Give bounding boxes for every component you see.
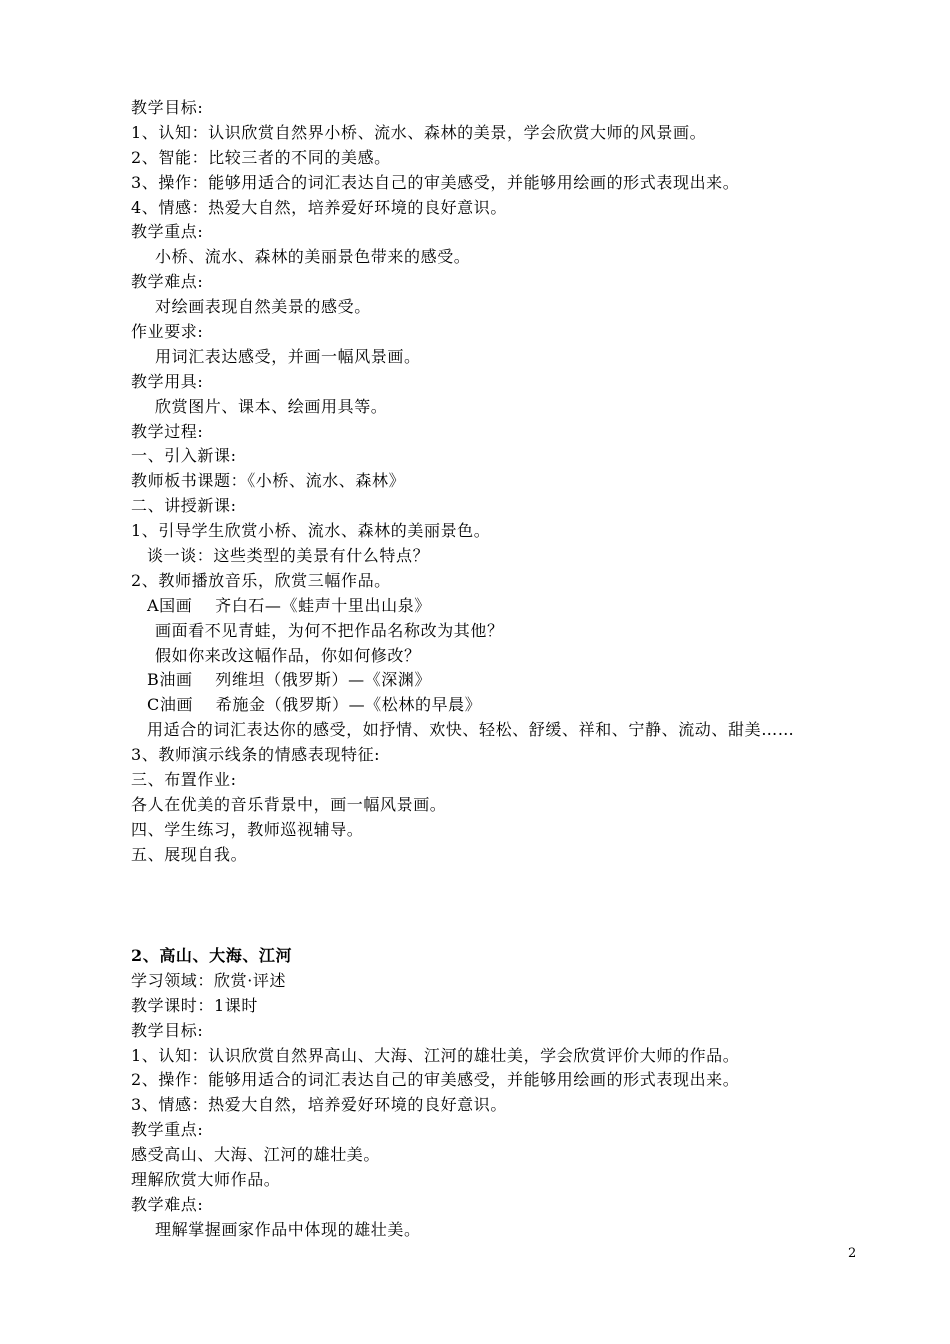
difficulties-text-2: 理解掌握画家作品中体现的雄壮美。 bbox=[155, 1219, 421, 1239]
label-teaching-goals-2: 教学目标: bbox=[131, 1020, 204, 1040]
process-step-3-text: 各人在优美的音乐背景中，画一幅风景画。 bbox=[131, 794, 447, 814]
process-step-2-item-3: 3、教师演示线条的情感表现特征: bbox=[131, 745, 381, 765]
label-key-points-2: 教学重点: bbox=[131, 1120, 204, 1140]
goal-cognition-2: 1、认知：认识欣赏自然界高山、大海、江河的雄壮美，学会欣赏评价大师的作品。 bbox=[131, 1045, 740, 1065]
goal-cognition: 1、认知：认识欣赏自然界小桥、流水、森林的美景，学会欣赏大师的风景画。 bbox=[131, 122, 707, 142]
process-step-2: 二、讲授新课: bbox=[131, 496, 237, 516]
homework-text: 用词汇表达感受，并画一幅风景画。 bbox=[155, 346, 421, 366]
label-key-points: 教学重点: bbox=[131, 222, 204, 242]
goal-intelligence: 2、智能：比较三者的不同的美感。 bbox=[131, 147, 391, 167]
section-2-teaching-plan bbox=[131, 944, 911, 1243]
artwork-a: A国画 齐白石—《蛙声十里出山泉》 bbox=[147, 595, 431, 615]
process-step-1: 一、引入新课: bbox=[131, 446, 237, 466]
class-hours: 教学课时：1课时 bbox=[131, 995, 258, 1015]
section-1-teaching-plan bbox=[131, 96, 911, 868]
process-step-2-item-1: 1、引导学生欣赏小桥、流水、森林的美丽景色。 bbox=[131, 521, 491, 541]
label-difficulties: 教学难点: bbox=[131, 272, 204, 292]
key-point-1: 感受高山、大海、江河的雄壮美。 bbox=[131, 1145, 381, 1165]
teaching-tools-text: 欣赏图片、课本、绘画用具等。 bbox=[155, 396, 388, 416]
process-step-3: 三、布置作业: bbox=[131, 770, 237, 790]
process-step-5: 五、展现自我。 bbox=[131, 844, 248, 864]
artwork-a-question-2: 假如你来改这幅作品，你如何修改？ bbox=[155, 645, 421, 665]
label-teaching-tools: 教学用具: bbox=[131, 371, 204, 391]
artwork-c: C油画 希施金（俄罗斯）—《松林的早晨》 bbox=[147, 695, 482, 715]
process-step-2-discussion: 谈一谈：这些类型的美景有什么特点？ bbox=[147, 546, 430, 566]
label-teaching-goals: 教学目标: bbox=[131, 98, 204, 117]
process-step-2-item-2: 2、教师播放音乐，欣赏三幅作品。 bbox=[131, 570, 391, 590]
learning-area: 学习领域：欣赏·评述 bbox=[131, 970, 287, 990]
label-homework: 作业要求: bbox=[131, 322, 204, 342]
section-2-heading: 2、高山、大海、江河 bbox=[131, 946, 293, 965]
label-teaching-process: 教学过程: bbox=[131, 421, 204, 441]
difficulties-text: 对绘画表现自然美景的感受。 bbox=[155, 297, 371, 317]
key-point-2: 理解欣赏大师作品。 bbox=[131, 1170, 281, 1190]
goal-operation: 3、操作：能够用适合的词汇表达自己的审美感受，并能够用绘画的形式表现出来。 bbox=[131, 172, 740, 192]
artwork-a-question-1: 画面看不见青蛙，为何不把作品名称改为其他？ bbox=[155, 620, 504, 640]
artwork-feeling-words: 用适合的词汇表达你的感受，如抒情、欢快、轻松、舒缓、祥和、宁静、流动、甜美…… bbox=[147, 720, 795, 740]
process-step-1-text: 教师板书课题：《小桥、流水、森林》 bbox=[131, 471, 406, 491]
key-points-text: 小桥、流水、森林的美丽景色带来的感受。 bbox=[155, 247, 471, 267]
artwork-b: B油画 列维坦（俄罗斯）—《深渊》 bbox=[147, 670, 432, 690]
goal-emotion: 4、情感：热爱大自然，培养爱好环境的良好意识。 bbox=[131, 197, 507, 217]
goal-emotion-2: 3、情感：热爱大自然，培养爱好环境的良好意识。 bbox=[131, 1095, 507, 1115]
label-difficulties-2: 教学难点: bbox=[131, 1194, 204, 1214]
goal-operation-2: 2、操作：能够用适合的词汇表达自己的审美感受，并能够用绘画的形式表现出来。 bbox=[131, 1070, 740, 1090]
process-step-4: 四、学生练习，教师巡视辅导。 bbox=[131, 819, 364, 839]
page-number: 2 bbox=[848, 1246, 857, 1261]
